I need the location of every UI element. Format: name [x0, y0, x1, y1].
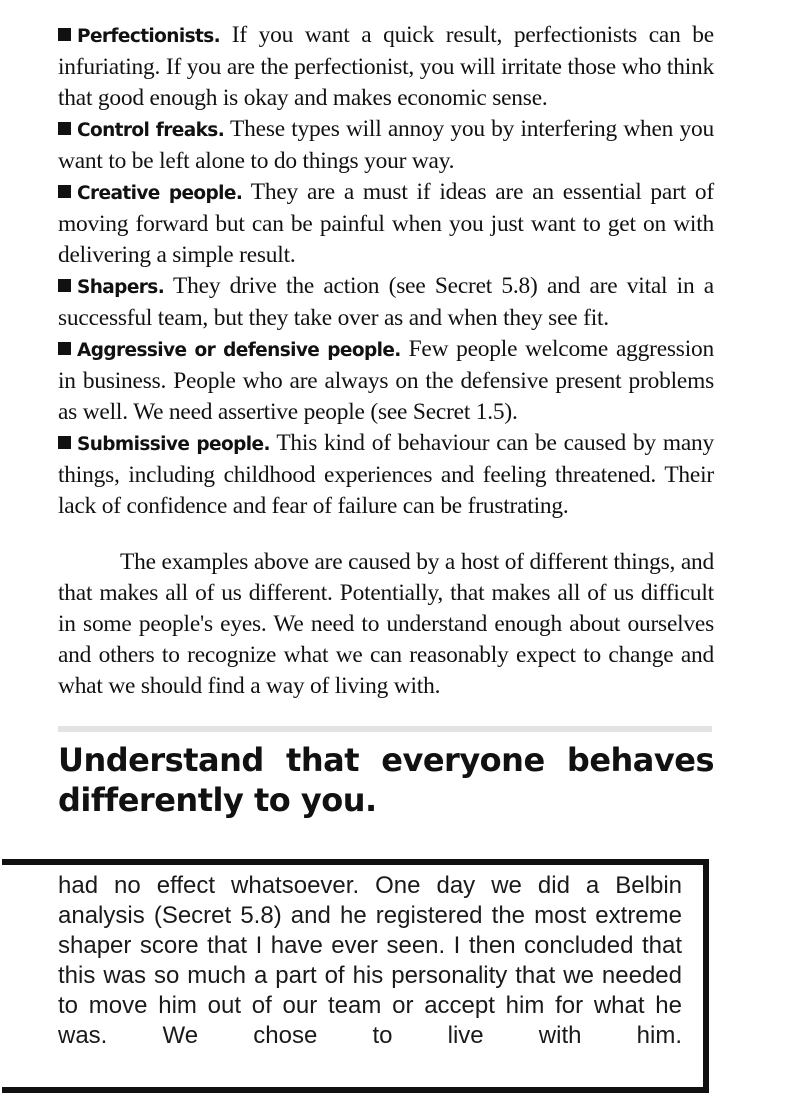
bullet-shapers: [58, 271, 714, 334]
square-bullet-icon: [58, 279, 71, 292]
square-bullet-icon: [58, 342, 71, 355]
square-bullet-icon: [58, 28, 71, 41]
bullet-text: This kind of behaviour can be caused by many things, including childhood experiences and feeling threatened. Their lack of confidence and fear of failure can be frustrating.: [58, 430, 714, 519]
bullet-term: Perfectionists.: [77, 26, 221, 47]
bullet-term: Aggressive or defensive people.: [77, 340, 401, 361]
bullet-text: If you want a quick result, perfectionists can be infuriating. If you are the perfectionist, you will irritate those who think that good enough is okay and makes economic sense.: [58, 22, 714, 111]
bullet-text: They are a must if ideas are an essential part of moving forward but can be painful when you just want to get on with delivering a simple result.: [58, 179, 714, 268]
section-heading: Understand that everyone behaves differently to you.: [58, 741, 714, 819]
bullet-term: Submissive people.: [77, 434, 270, 455]
square-bullet-icon: [58, 122, 71, 135]
bullet-control-freaks: [58, 114, 714, 177]
bullet-text: They drive the action (see Secret 5.8) and are vital in a successful team, but they take over as and when they see fit.: [58, 273, 714, 331]
bullet-submissive-people: [58, 428, 714, 522]
bullet-aggressive-defensive: [58, 334, 714, 428]
bullet-term: Control freaks.: [77, 120, 225, 141]
bullet-text: Few people welcome aggression in business. People who are always on the defensive present problems as well. We need assertive people (see Secret 1.5).: [58, 336, 714, 425]
case-study-text: had no effect whatsoever. One day we did a Belbin analysis (Secret 5.8) and he registered the most extreme shaper score that I have ever seen. I then concluded that this was so much a part of his personality that we needed to move him out of our team or accept him for what he was. We chose to live with him.: [58, 872, 682, 1049]
square-bullet-icon: [58, 436, 71, 449]
body-paragraph: The examples above are caused by a host of different things, and that makes all of us different. Potentially, that makes all of us difficult in some people's eyes. We need to understand enough about ourselves and others to recognize what we can reasonably expect to change and what we should find a way of living with.: [58, 549, 714, 699]
case-study-box: [2, 859, 709, 1093]
section-divider: [58, 726, 712, 732]
bullet-list: [58, 20, 714, 522]
bullet-term: Shapers.: [77, 277, 165, 298]
bullet-text: These types will annoy you by interfering when you want to be left alone to do things your way.: [58, 116, 714, 174]
bullet-perfectionists: [58, 20, 714, 114]
square-bullet-icon: [58, 185, 71, 198]
bullet-term: Creative people.: [77, 183, 243, 204]
bullet-creative-people: [58, 177, 714, 271]
